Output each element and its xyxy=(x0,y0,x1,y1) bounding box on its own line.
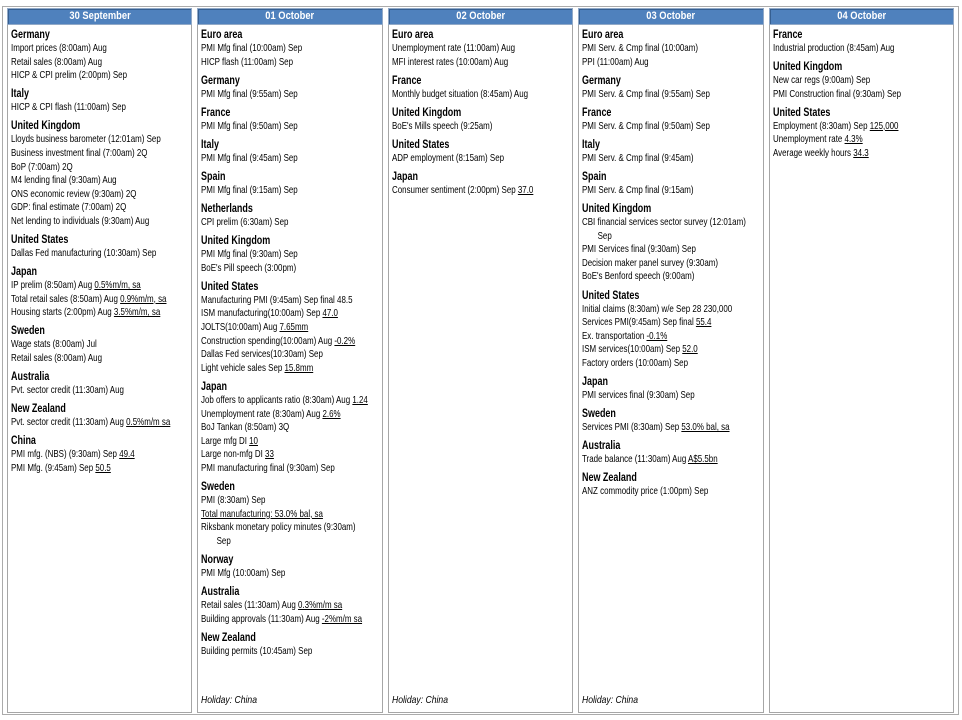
event-value-underlined: 10 xyxy=(249,435,259,447)
event-line xyxy=(11,201,188,215)
country-heading: Australia xyxy=(582,440,621,453)
country-heading: Australia xyxy=(11,371,50,384)
event-text: Ex. transportation xyxy=(582,330,647,342)
event-text: PMI Mfg. (9:45am) Sep xyxy=(11,462,96,474)
country-heading: Euro area xyxy=(582,29,624,41)
country-heading: Sweden xyxy=(11,325,45,338)
event-value-underlined: 52.0 xyxy=(682,344,698,356)
event-line xyxy=(201,408,378,422)
event-text: Business investment final (7:00am) 2Q xyxy=(11,147,148,159)
event-text: Construction spending(10:00am) Aug xyxy=(201,335,335,347)
event-value-underlined: 3.5%m/m, sa xyxy=(113,307,161,319)
event-text: ADP employment (8:15am) Sep xyxy=(391,152,504,164)
event-line xyxy=(201,335,378,349)
event-line xyxy=(582,216,759,230)
event-text: PMI Mfg final (9:30am) Sep xyxy=(201,249,299,261)
event-line xyxy=(201,152,378,166)
event-value-underlined: 53.0% bal, sa xyxy=(681,422,730,434)
event-text: ISM services(10:00am) Sep xyxy=(582,344,683,356)
country-heading: United Kingdom xyxy=(391,106,462,119)
event-text: PMI Mfg final (9:55am) Sep xyxy=(201,88,299,100)
event-text: M4 lending final (9:30am) Aug xyxy=(11,175,117,187)
event-text: BoE's Benford speech (9:00am) xyxy=(582,271,695,283)
event-text: ONS economic review (9:30am) 2Q xyxy=(11,188,137,200)
event-line xyxy=(582,88,759,102)
event-line xyxy=(201,120,378,134)
event-text: Dallas Fed manufacturing (10:30am) Sep xyxy=(11,248,157,260)
country-heading: United Kingdom xyxy=(772,61,842,74)
event-line xyxy=(11,101,188,115)
event-text: JOLTS(10:00am) Aug xyxy=(201,322,280,334)
event-line xyxy=(201,421,378,435)
event-value-underlined: -0.2% xyxy=(334,335,356,347)
country-heading: United States xyxy=(391,138,450,151)
country-heading: New Zealand xyxy=(582,472,638,485)
event-line xyxy=(582,120,759,134)
country-heading: Euro area xyxy=(391,29,434,41)
event-line xyxy=(392,152,569,166)
day-column-body xyxy=(7,25,192,713)
event-line xyxy=(11,188,188,202)
country-heading: New Zealand xyxy=(11,403,66,416)
event-line xyxy=(201,307,378,321)
date-header xyxy=(7,8,192,25)
date-header-label: 01 October xyxy=(265,10,315,22)
date-header xyxy=(388,8,573,25)
event-line xyxy=(201,348,378,362)
country-heading: Italy xyxy=(11,88,29,101)
event-text: Unemployment rate (11:00am) Aug xyxy=(391,43,515,54)
event-text: Light vehicle sales Sep xyxy=(201,362,285,374)
event-value-underlined: 1.24 xyxy=(352,394,369,406)
event-line xyxy=(201,184,378,198)
event-line xyxy=(392,42,569,56)
country-heading: United States xyxy=(11,234,69,247)
event-text: Wage stats (8:00am) Jul xyxy=(11,339,97,351)
event-text: CBI financial services sector survey (12:01am) xyxy=(582,217,747,229)
event-line xyxy=(11,174,188,188)
event-text: ANZ commodity price (1:00pm) Sep xyxy=(582,486,709,498)
event-line xyxy=(773,120,950,134)
event-text: Monthly budget situation (8:45am) Aug xyxy=(391,88,528,100)
event-text: BoP (7:00am) 2Q xyxy=(11,161,73,173)
event-line xyxy=(11,338,188,352)
event-text: Initial claims (8:30am) w/e Sep 28 230,000 xyxy=(582,303,733,315)
country-heading: Japan xyxy=(201,380,228,393)
event-line xyxy=(582,453,759,467)
country-heading: Spain xyxy=(582,170,607,183)
event-line xyxy=(201,248,378,262)
event-text: GDP: final estimate (7:00am) 2Q xyxy=(11,202,127,214)
event-text: BoE's Mills speech (9:25am) xyxy=(391,120,493,132)
date-header-label: 02 October xyxy=(456,10,505,22)
day-column-2 xyxy=(197,8,382,713)
event-line xyxy=(773,42,950,56)
country-heading: France xyxy=(391,74,422,87)
event-line xyxy=(582,485,759,499)
event-line xyxy=(582,152,759,166)
event-line xyxy=(582,42,759,56)
event-text: Lloyds business barometer (12:01am) Sep xyxy=(11,134,161,146)
event-value-underlined: 15.8mm xyxy=(284,362,314,374)
event-text: Total retail sales (8:50am) Aug xyxy=(11,293,121,305)
event-value-underlined: 55.4 xyxy=(696,317,712,329)
day-column-5 xyxy=(769,8,954,713)
day-column-1 xyxy=(7,8,192,713)
event-text: Large non-mfg DI xyxy=(201,449,266,461)
date-header xyxy=(578,8,763,25)
country-heading: Italy xyxy=(582,138,601,151)
event-value-underlined: 34.3 xyxy=(852,147,869,159)
economic-calendar xyxy=(2,6,959,715)
event-line xyxy=(11,42,188,56)
event-line xyxy=(11,462,188,476)
event-line xyxy=(582,421,759,435)
country-heading: Sweden xyxy=(201,480,236,493)
country-heading: Japan xyxy=(582,376,609,388)
day-column-4 xyxy=(578,8,763,713)
event-text: New car regs (9:00am) Sep xyxy=(772,75,870,87)
event-text: Sep xyxy=(597,230,612,242)
event-text: PMI Mfg final (9:15am) Sep xyxy=(201,184,299,196)
event-line xyxy=(11,384,188,398)
country-heading: United Kingdom xyxy=(11,120,81,133)
event-text: Unemployment rate xyxy=(772,134,845,146)
holiday-note: Holiday: China xyxy=(201,694,258,706)
day-column-3 xyxy=(388,8,573,713)
date-header xyxy=(769,8,954,25)
event-value-underlined: 0.5%m/m sa xyxy=(126,417,171,429)
event-text: Consumer sentiment (2:00pm) Sep xyxy=(391,184,518,196)
event-line xyxy=(11,147,188,161)
country-heading: France xyxy=(201,106,231,119)
event-line xyxy=(773,88,950,102)
event-text: PMI Services final (9:30am) Sep xyxy=(582,244,697,256)
country-heading: Germany xyxy=(201,74,241,87)
country-heading: United Kingdom xyxy=(582,203,652,216)
event-text: Building permits (10:45am) Sep xyxy=(201,645,313,657)
country-heading: United Kingdom xyxy=(201,235,271,248)
event-text: Services PMI (8:30am) Sep xyxy=(582,422,682,434)
day-column-body xyxy=(769,25,954,713)
event-line xyxy=(201,567,378,581)
event-line xyxy=(582,343,759,357)
event-value-underlined: 47.0 xyxy=(322,308,339,320)
event-text: HICP & CPI flash (11:00am) Sep xyxy=(11,102,126,114)
event-line xyxy=(11,161,188,175)
country-heading: Norway xyxy=(201,553,234,566)
country-heading: United States xyxy=(582,289,640,302)
country-heading: United States xyxy=(772,106,830,119)
event-text: Average weekly hours xyxy=(772,147,853,159)
event-text: Import prices (8:00am) Aug xyxy=(11,43,107,54)
event-line xyxy=(582,56,759,70)
event-line xyxy=(201,462,378,476)
event-text: Sep xyxy=(217,535,232,547)
event-line xyxy=(201,88,378,102)
event-text: PMI services final (9:30am) Sep xyxy=(582,390,695,401)
event-text: BoJ Tankan (8:50am) 3Q xyxy=(201,422,290,434)
event-text: ISM manufacturing(10:00am) Sep xyxy=(201,308,323,320)
event-text: MFI interest rates (10:00am) Aug xyxy=(391,56,508,68)
country-heading: Japan xyxy=(391,170,418,183)
event-text: PMI Mfg final (10:00am) Sep xyxy=(201,43,303,54)
holiday-note: Holiday: China xyxy=(582,694,639,706)
event-text: Manufacturing PMI (9:45am) Sep final 48.5 xyxy=(201,294,353,306)
event-line xyxy=(11,306,188,320)
event-line xyxy=(201,362,378,376)
event-text: PMI Serv. & Cmp final (9:55am) Sep xyxy=(582,88,711,100)
event-line xyxy=(201,42,378,56)
event-value-underlined: -0.1% xyxy=(646,330,668,342)
event-line xyxy=(201,645,378,659)
event-text: Industrial production (8:45am) Aug xyxy=(772,43,895,54)
event-line xyxy=(201,294,378,308)
country-heading: Sweden xyxy=(582,408,617,421)
day-column-body xyxy=(578,25,763,713)
event-line xyxy=(392,88,569,102)
event-line xyxy=(582,270,759,284)
country-heading: New Zealand xyxy=(201,631,257,644)
event-text: Large mfg DI xyxy=(201,435,250,447)
event-text: PPI (11:00am) Aug xyxy=(582,56,649,68)
event-line xyxy=(201,613,378,627)
event-text: PMI Mfg (10:00am) Sep xyxy=(201,567,286,579)
event-text: Building approvals (11:30am) Aug xyxy=(201,613,323,625)
event-line xyxy=(201,494,378,508)
event-line xyxy=(201,599,378,613)
event-value-underlined: 50.5 xyxy=(95,462,111,474)
event-line xyxy=(201,535,378,549)
event-text: PMI Serv. & Cmp final (9:15am) xyxy=(582,184,694,196)
event-line xyxy=(201,216,378,230)
event-text: CPI prelim (6:30am) Sep xyxy=(201,217,289,229)
event-text: Dallas Fed services(10:30am) Sep xyxy=(201,349,324,361)
country-heading: Netherlands xyxy=(201,203,254,216)
event-line xyxy=(201,448,378,462)
event-text: Retail sales (8:00am) Aug xyxy=(11,353,102,364)
event-line xyxy=(773,74,950,88)
day-column-body xyxy=(197,25,382,713)
event-line xyxy=(582,357,759,371)
event-text: IP prelim (8:50am) Aug xyxy=(11,280,95,292)
event-text: Pvt. sector credit (11:30am) Aug xyxy=(11,385,124,397)
event-text: PMI Serv. & Cmp final (9:50am) Sep xyxy=(582,120,711,132)
event-line xyxy=(11,416,188,430)
day-column-body xyxy=(388,25,573,713)
event-text: PMI Serv. & Cmp final (9:45am) xyxy=(582,152,694,164)
event-line xyxy=(582,316,759,330)
event-text: Retail sales (11:30am) Aug xyxy=(201,599,299,611)
country-heading: China xyxy=(11,435,36,448)
event-line xyxy=(11,279,188,293)
event-text: Pvt. sector credit (11:30am) Aug xyxy=(11,417,127,429)
country-heading: United States xyxy=(201,280,259,293)
event-line xyxy=(201,394,378,408)
event-text: PMI Serv. & Cmp final (10:00am) xyxy=(582,43,699,54)
event-text: Trade balance (11:30am) Aug xyxy=(582,454,689,466)
event-value-underlined: A$5.5bn xyxy=(688,454,718,466)
event-text: Factory orders (10:00am) Sep xyxy=(582,357,689,369)
event-value-underlined: -2%m/m sa xyxy=(322,613,363,625)
event-line xyxy=(11,56,188,70)
event-line xyxy=(582,257,759,271)
event-text: Riksbank monetary policy minutes (9:30am) xyxy=(201,522,356,534)
country-heading: France xyxy=(582,106,612,119)
event-line xyxy=(392,184,569,198)
date-header-label: 30 September xyxy=(69,10,131,22)
event-line xyxy=(201,321,378,335)
event-text: PMI Mfg final (9:45am) Sep xyxy=(201,152,299,164)
event-line xyxy=(582,184,759,198)
event-line xyxy=(11,448,188,462)
country-heading: Germany xyxy=(11,29,50,41)
country-heading: Spain xyxy=(201,170,226,183)
event-value-underlined: 0.3%m/m sa xyxy=(298,599,343,611)
event-value-underlined: 7.65mm xyxy=(279,322,309,334)
event-text: Services PMI(9:45am) Sep final xyxy=(582,317,697,329)
event-line xyxy=(392,120,569,134)
event-text: Unemployment rate (8:30am) Aug xyxy=(201,408,323,420)
event-line xyxy=(582,303,759,317)
event-line xyxy=(201,56,378,70)
event-text: Employment (8:30am) Sep xyxy=(772,120,870,132)
event-line xyxy=(201,508,378,522)
event-text: Job offers to applicants ratio (8:30am) Aug xyxy=(201,394,353,406)
event-value-underlined: 33 xyxy=(265,449,275,461)
event-value-underlined: 125,000 xyxy=(869,120,899,132)
event-line xyxy=(201,521,378,535)
country-heading: France xyxy=(772,29,803,41)
event-text: PMI mfg. (NBS) (9:30am) Sep xyxy=(11,449,120,461)
event-line xyxy=(582,243,759,257)
event-text: BoE's Pill speech (3:00pm) xyxy=(201,262,297,274)
event-line xyxy=(392,56,569,70)
date-header-label: 03 October xyxy=(646,10,696,22)
event-text: PMI manufacturing final (9:30am) Sep xyxy=(201,462,336,474)
date-header xyxy=(197,8,382,25)
event-value-underlined: 2.6% xyxy=(322,408,341,420)
country-heading: Germany xyxy=(582,74,622,87)
event-value-underlined: 0.5%m/m, sa xyxy=(94,280,141,292)
event-line xyxy=(11,352,188,366)
holiday-note: Holiday: China xyxy=(391,694,448,706)
event-line xyxy=(11,293,188,307)
country-heading: Japan xyxy=(11,266,37,279)
event-text: PMI Mfg final (9:50am) Sep xyxy=(201,120,299,132)
event-line xyxy=(582,330,759,344)
country-heading: Euro area xyxy=(201,29,243,41)
event-line xyxy=(201,435,378,449)
event-line xyxy=(582,230,759,244)
event-value-underlined: 4.3% xyxy=(844,134,863,146)
event-text: HICP flash (11:00am) Sep xyxy=(201,56,294,68)
event-line xyxy=(773,147,950,161)
date-header-label: 04 October xyxy=(836,10,886,22)
event-line xyxy=(11,69,188,83)
event-text: Retail sales (8:00am) Aug xyxy=(11,56,102,68)
event-value-underlined: 37.0 xyxy=(517,184,534,196)
event-text: PMI Construction final (9:30am) Sep xyxy=(772,88,901,100)
event-line xyxy=(11,215,188,229)
event-line xyxy=(582,389,759,403)
event-text: HICP & CPI prelim (2:00pm) Sep xyxy=(11,70,128,82)
event-value-underlined: Total manufacturing: 53.0% bal, sa xyxy=(201,508,324,520)
country-heading: Italy xyxy=(201,138,220,151)
event-line xyxy=(773,133,950,147)
event-text: Housing starts (2:00pm) Aug xyxy=(11,307,114,319)
event-line xyxy=(11,247,188,261)
event-text: Net lending to individuals (9:30am) Aug xyxy=(11,215,150,227)
event-line xyxy=(11,133,188,147)
event-text: PMI (8:30am) Sep xyxy=(201,494,266,506)
event-line xyxy=(201,262,378,276)
country-heading: Australia xyxy=(201,585,240,598)
event-value-underlined: 0.9%m/m, sa xyxy=(120,293,167,305)
event-text: Decision maker panel survey (9:30am) xyxy=(582,257,719,269)
event-value-underlined: 49.4 xyxy=(119,449,135,461)
